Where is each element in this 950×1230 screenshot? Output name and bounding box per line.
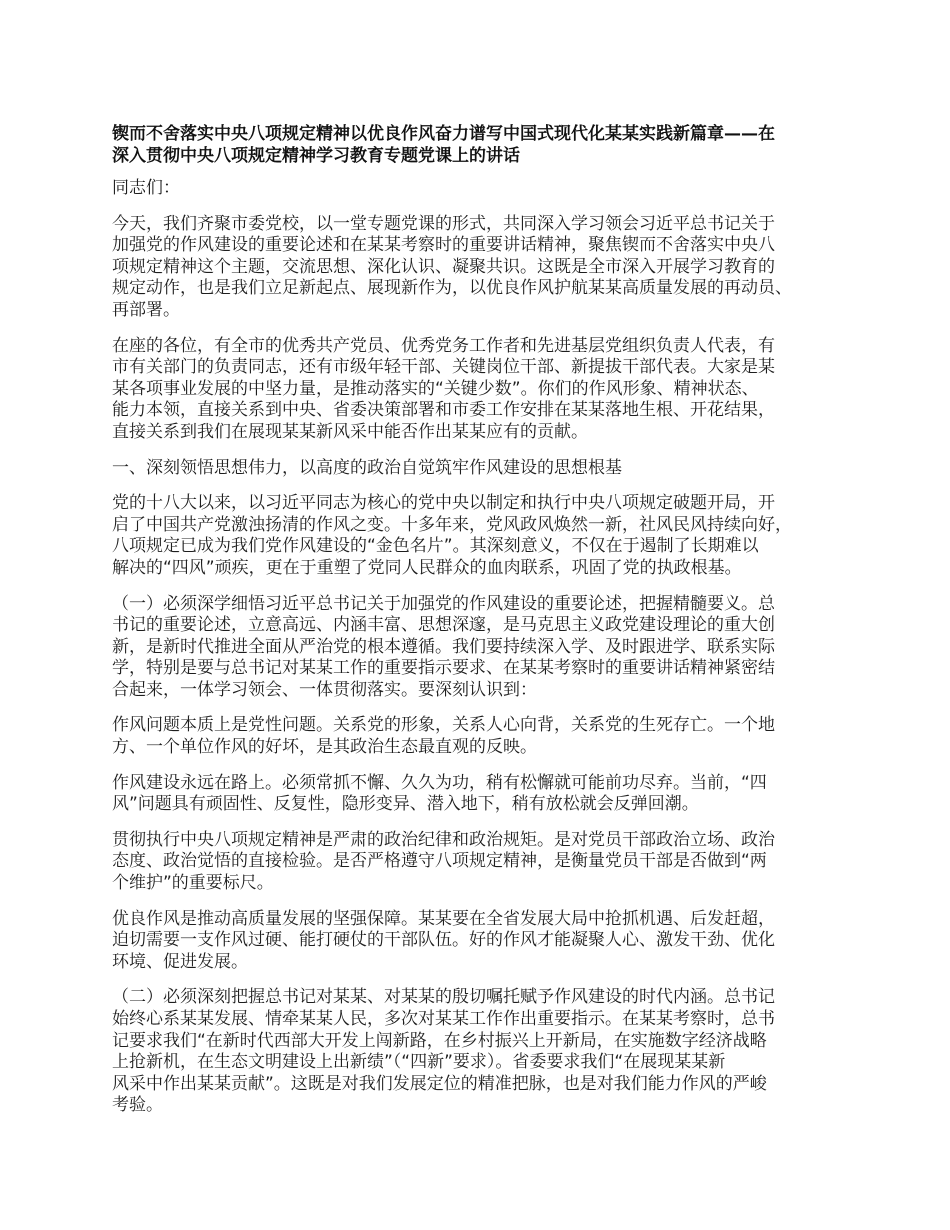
section-heading-1 [112,458,852,480]
text-line: 解决的“四风”顽疾，更在于重塑了党同人民群众的血肉联系，巩固了党的执政根基。 [112,557,742,578]
paragraph-audience [112,336,852,444]
text-line: 合起来，一体学习领会、一体贯彻落实。要深刻认识到： [112,679,537,700]
text-line: 始终心系某某发展、情牵某某人民，多次对某某工作作出重要指示。在某某考察时，总书 [112,1009,775,1029]
text-line: 作风问题本质上是党性问题。关系党的形象，关系人心向背，关系党的生死存亡。一个地 [112,715,775,736]
document-page [112,124,852,1131]
heading-text: 一、深刻领悟思想伟力，以高度的政治自觉筑牢作风建设的思想根基 [112,457,622,478]
text-line: 风”问题具有顽固性、反复性，隐形变异、潜入地下，稍有放松就会反弹回潮。 [112,794,699,815]
text-line: 优良作风是推动高质量发展的坚强保障。某某要在全省发展大局中抢抓机遇、后发赶超， [112,908,775,929]
text-line: 规定动作，也是我们立足新起点、展现新作为，以优良作风护航某某高质量发展的再动员、 [112,278,792,299]
text-line: 新，是新时代推进全面从严治党的根本遵循。我们要持续深入学、及时跟进学、联系实际 [112,636,775,657]
text-line: 党的十八大以来，以习近平同志为核心的党中央以制定和执行中央八项规定破题开局，开 [112,493,775,514]
salutation-text: 同志们： [112,178,180,198]
text-line: 今天，我们齐聚市委党校，以一堂专题党课的形式，共同深入学习领会习近平总书记关于 [112,213,775,234]
subsection-1 [112,594,852,702]
title-line: 锲而不舍落实中央八项规定精神以优良作风奋力谱写中国式现代化某某实践新篇章——在 [112,124,775,144]
text-line: 书记的重要论述，立意高远、内涵丰富、思想深邃，是马克思主义政党建设理论的重大创 [112,615,775,636]
title-line: 深入贯彻中央八项规定精神学习教育专题党课上的讲话 [112,145,520,166]
text-line: 学，特别是要与总书记对某某工作的重要指示要求、在某某考察时的重要讲话精神紧密结 [112,658,775,679]
text-line: 考验。 [112,1095,163,1116]
text-line: （一）必须深学细悟习近平总书记关于加强党的作风建设的重要论述，把握精髓要义。总 [112,593,775,614]
paragraph-history [112,493,852,579]
text-line: 在座的各位，有全市的优秀共产党员、优秀党务工作者和先进基层党组织负责人代表，有 [112,335,775,356]
point-always-on-road [112,773,852,816]
point-party-spirit [112,715,852,758]
text-line: 态度、政治觉悟的直接检验。是否严格遵守八项规定精神，是衡量党员干部是否做到“两 [112,851,767,872]
document-title [112,124,852,167]
point-guarantee [112,909,852,974]
text-line: 直接关系到我们在展现某某新风采中能否作出某某应有的贡献。 [112,421,588,442]
text-line: 市有关部门的负责同志，还有市级年轻干部、关键岗位干部、新提拔干部代表。大家是某 [112,357,775,378]
text-line: 八项规定已成为我们党作风建设的“金色名片”。其深刻意义，不仅在于遏制了长期难以 [112,536,759,557]
text-line: （二）必须深刻把握总书记对某某、对某某的殷切嘱托赋予作风建设的时代内涵。总书记 [112,987,775,1008]
paragraph-intro [112,214,852,322]
text-line: 环境、促进发展。 [112,951,248,972]
subsection-2 [112,987,852,1117]
text-line: 上抢新机，在生态文明建设上出新绩”（“四新”要求）。省委要求我们“在展现某某新 [112,1052,726,1073]
text-line: 迫切需要一支作风过硬、能打硬仗的干部队伍。好的作风才能凝聚人心、激发干劲、优化 [112,930,775,951]
text-line: 作风建设永远在路上。必须常抓不懈、久久为功，稍有松懈就可能前功尽弃。当前，“四 [112,772,767,793]
text-line: 贯彻执行中央八项规定精神是严肃的政治纪律和政治规矩。是对党员干部政治立场、政治 [112,829,775,850]
text-line: 项规定精神这个主题，交流思想、深化认识、凝聚共识。这既是全市深入开展学习教育的 [112,256,775,277]
text-line: 能力本领，直接关系到中央、省委决策部署和市委工作安排在某某落地生根、开花结果， [112,400,775,421]
text-line: 某各项事业发展的中坚力量，是推动落实的“关键少数”。你们的作风形象、精神状态、 [112,378,759,399]
text-line: 方、一个单位作风的好坏，是其政治生态最直观的反映。 [112,737,537,758]
text-line: 启了中国共产党激浊扬清的作风之变。十多年来，党风政风焕然一新，社风民风持续向好， [112,514,792,535]
text-line: 再部署。 [112,299,180,320]
text-line: 加强党的作风建设的重要论述和在某某考察时的重要讲话精神，聚焦锲而不舍落实中央八 [112,235,775,256]
text-line: 风采中作出某某贡献”。这既是对我们发展定位的精准把脉，也是对我们能力作风的严峻 [112,1073,767,1094]
salutation [112,178,852,200]
point-discipline [112,830,852,895]
text-line: 个维护”的重要标尺。 [112,873,274,894]
text-line: 记要求我们“在新时代西部大开发上闯新路，在乡村振兴上开新局，在实施数字经济战略 [112,1030,767,1051]
